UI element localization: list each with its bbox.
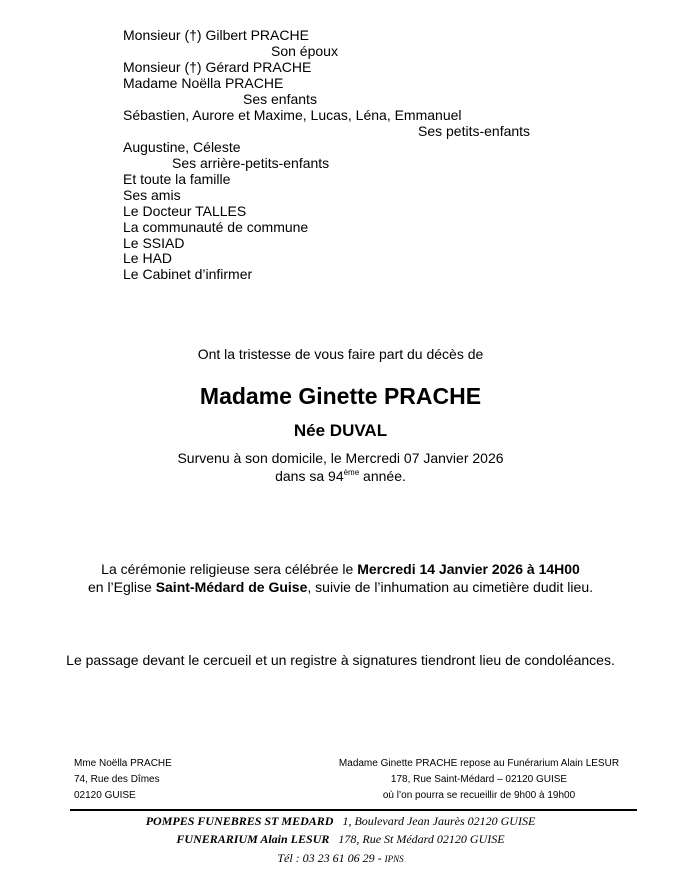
ceremony-place-prefix: en l’Eglise <box>87 579 156 595</box>
ceremony-church: Saint-Médard de Guise <box>155 579 308 595</box>
footer-company-1-address: 1, Boulevard Jean Jaurès 02120 GUISE <box>342 814 536 828</box>
footer-ipns: IPNS <box>384 854 404 864</box>
family-children-role: Ses enfants <box>243 91 317 107</box>
footer-phone: Tél : 03 23 61 06 29 - <box>277 851 382 865</box>
family-child-1: Monsieur (†) Gérard PRACHE <box>123 59 312 75</box>
family-other: Le Docteur TALLES <box>123 203 247 219</box>
contact-street: 74, Rue des Dîmes <box>74 774 160 785</box>
condolences-notice: Le passage devant le cercueil et un registre à signatures tiendront lieu de condoléances. <box>66 652 615 668</box>
death-circumstances: Survenu à son domicile, le Mercredi 07 Janvier 2026 <box>177 450 504 466</box>
contact-name: Mme Noëlla PRACHE <box>74 758 172 769</box>
footer-company-1 <box>0 814 681 829</box>
age-suffix: année. <box>359 468 406 484</box>
ceremony-line-1 <box>0 561 681 577</box>
deceased-birth-name: Née DUVAL <box>293 421 388 440</box>
family-other: Le SSIAD <box>123 235 185 251</box>
age-prefix: dans sa 94 <box>275 468 344 484</box>
announcement-text: Ont la tristesse de vous faire part du décès de <box>197 346 484 362</box>
funerarium-notice-3: où l’on pourra se recueillir de 9h00 à 19h00 <box>382 790 576 801</box>
family-great-grandchildren-role: Ses arrière-petits-enfants <box>172 155 330 171</box>
ceremony-line-2 <box>0 579 681 595</box>
family-great-grandchildren: Augustine, Céleste <box>123 139 241 155</box>
ceremony-burial: , suivie de l’inhumation au cimetière dudit lieu. <box>307 579 593 595</box>
family-other: Et toute la famille <box>123 171 231 187</box>
age-superscript: ème <box>343 468 360 477</box>
family-other: Ses amis <box>123 187 181 203</box>
family-other: Le HAD <box>123 250 173 266</box>
footer-company-2-name: FUNERARIUM Alain LESUR <box>176 832 330 846</box>
family-grandchildren: Sébastien, Aurore et Maxime, Lucas, Léna, Emmanuel <box>123 107 462 123</box>
deceased-name: Madame Ginette PRACHE <box>199 383 482 409</box>
family-other: Le Cabinet d’infirmer <box>123 266 253 282</box>
age-line <box>0 468 681 484</box>
footer-company-2-address: 178, Rue St Médard 02120 GUISE <box>338 832 505 846</box>
family-grandchildren-role: Ses petits-enfants <box>418 123 531 139</box>
footer-company-1-name: POMPES FUNEBRES ST MEDARD <box>145 814 334 828</box>
ceremony-intro: La cérémonie religieuse sera célébrée le <box>101 561 358 577</box>
family-child-2: Madame Noëlla PRACHE <box>123 75 284 91</box>
funerarium-notice-2: 178, Rue Saint-Médard – 02120 GUISE <box>390 774 568 785</box>
family-husband-role: Son époux <box>271 43 338 59</box>
footer-divider <box>70 809 637 811</box>
funerarium-notice-1: Madame Ginette PRACHE repose au Funérarium Alain LESUR <box>338 758 620 769</box>
footer-company-2 <box>0 832 681 847</box>
family-other: La communauté de commune <box>123 219 309 235</box>
contact-city: 02120 GUISE <box>74 790 136 801</box>
family-husband-name: Monsieur (†) Gilbert PRACHE <box>123 27 309 43</box>
footer-phone-line <box>0 851 681 866</box>
ceremony-datetime: Mercredi 14 Janvier 2026 à 14H00 <box>357 561 580 577</box>
